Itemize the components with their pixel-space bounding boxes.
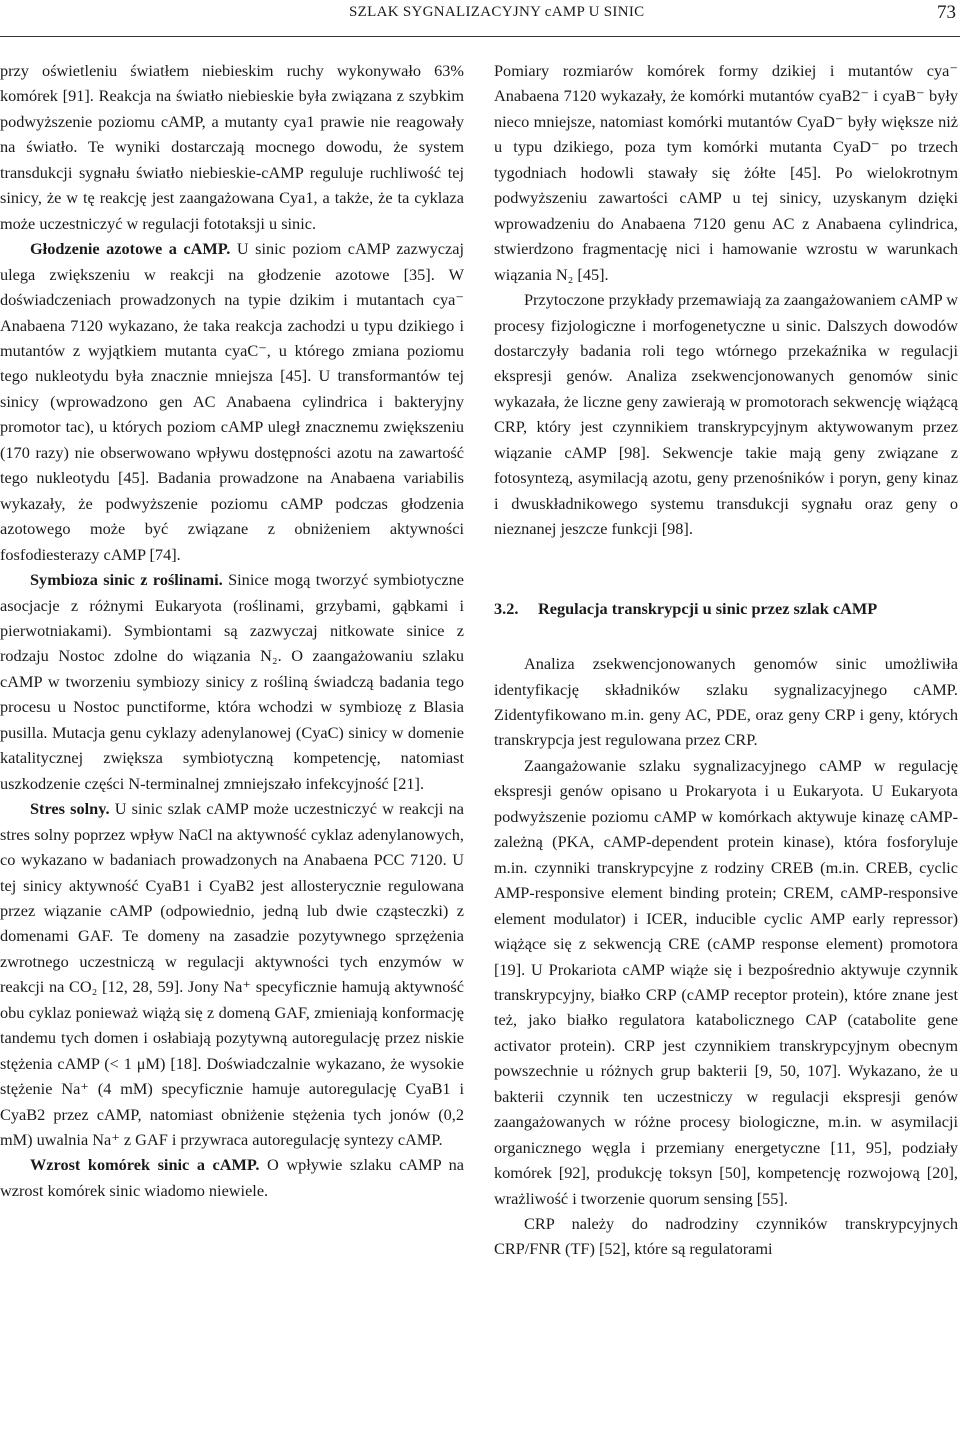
page-number: 73	[937, 2, 956, 23]
paragraph-gene-expression: Przytoczone przykłady przemawiają za zaangażowaniem cAMP w procesy fizjologiczne i morfogenetyczne u sinic. Dalszych dowodów dostarczyły badania roli tego wtórnego przekaźnika w regulacji ekspresji genów. Analiza zsekwencjonowanych genomów sinic wykazała, że liczne geny zawierają w promotorach sekwencję wiążącą CRP, który jest czynnikiem transkrypcyjnym aktywowanym przez wiązanie cAMP [98]. Sekwencje takie mają geny związane z fotosyntezą, asymilacją azotu, geny przenośników i poryn, geny kinaz i dwuskładnikowego systemu transdukcji sygnału oraz geny o nieznanej jeszcze funkcji [98].	[494, 290, 958, 539]
section-title: Regulacja transkrypcji u sinic przez szlak cAMP	[538, 598, 878, 618]
paragraph-heading: Stres solny.	[30, 799, 110, 819]
section-number: 3.2.	[494, 598, 519, 618]
paragraph-symbiosis	[0, 567, 464, 796]
paragraph-salt-stress	[0, 796, 464, 1152]
paragraph-heading: Głodzenie azotowe a cAMP.	[30, 239, 231, 259]
paragraph-phototaxis: przy oświetleniu światłem niebieskim ruchy wykonywało 63% komórek [91]. Reakcja na światło niebieskie była związana z szybkim podwyższenie poziomu cAMP, a mutanty cya1 prawie nie reagowały na światło. Te wyniki dostarczają mocnego dowodu, że system transdukcji sygnału światło niebieskie-cAMP reguluje ruchliwość tej sinicy, że w tę reakcję jest zaangażowana Cya1, a także, że ta cyklaza może uczestniczyć w regulacji fototaksji u sinic.	[0, 61, 464, 233]
section-heading	[494, 596, 958, 621]
paragraph-cell-growth	[0, 1152, 464, 1203]
paragraph-nitrogen-starvation	[0, 236, 464, 567]
right-column	[494, 58, 958, 1262]
paragraph-cell-size: Pomiary rozmiarów komórek formy dzikiej i mutantów cya⁻ Anabaena 7120 wykazały, że komórki mutantów cyaB2⁻ i cyaB⁻ były nieco mniejsze, natomiast komórki mutantów CyaD⁻ były większe niż u typu dzikiego, poza tym komórki mutanta CyaD⁻ po trzech tygodniach hodowli stawały się żółte [45]. Po wielokrotnym podwyższeniu zawartości cAMP u tej sinicy, uzyskanym dzięki wprowadzeniu do Anabaena 7120 genu AC z Anabaena cylindrica, stwierdzono fragmentację nici i hamowanie wzrostu w warunkach wiązania N₂ [45].	[494, 61, 958, 284]
paragraph-heading: Symbioza sinic z roślinami.	[30, 570, 223, 590]
paragraph-heading: Wzrost komórek sinic a cAMP.	[30, 1155, 260, 1175]
paragraph-eukaryota-prokaryota: Zaangażowanie szlaku sygnalizacyjnego cAMP w regulację ekspresji genów opisano u Prokaryota i u Eukaryota. U Eukaryota podwyższenie poziomu cAMP w komórkach aktywuje kinazę cAMP-zależną (PKA, cAMP-dependent protein kinase), która fosforyluje m.in. czynniki transkrypcyjne z rodziny CREB (m.in. CREB, cyclic AMP-responsive element binding protein; CREM, cAMP-responsive element modulator) i ICER, inducible cyclic AMP early repressor) wiążące się z sekwencją CRE (cAMP response element) promotora [19]. U Prokariota cAMP wiąże się i bezpośrednio aktywuje czynnik transkrypcyjny, białko CRP (cAMP receptor protein), które znane jest też, jako białko regulatora katabolicznego CAP (catabolite gene activator protein). CRP jest czynnikiem transkrypcyjnym obecnym powszechnie u różnych grup bakterii [9, 50, 107]. Wykazano, że u bakterii czynnik ten uczestniczy w regulacji ekspresji genów zaangażowanych w różne procesy biologiczne, m.in. w asymilacji organicznego węgla i przemiany energetyczne [11, 95], podziały komórek [92], produkcję toksyn [50], kompetencję rozwojową [20], wrażliwość i tworzenie quorum sensing [55].	[494, 755, 958, 1208]
paragraph-text: U sinic poziom cAMP zazwyczaj ulega zwiększeniu w reakcji na głodzenie azotowe [35]. W doświadczeniach prowadzonych na typie dzikim i mutantach cya⁻ Anabaena 7120 wykazano, że taka reakcja zachodzi u typu dzikiego i mutantów z wyjątkiem mutanta cyaC⁻, u którego zmiana poziomu tego nukleotydu była znacznie mniejsza [45]. U transformantów tej sinicy (wprowadzono gen AC Anabaena cylindrica i bakteryjny promotor tac), u których poziom cAMP uległ znacznemu zwiększeniu (170 razy) nie obserwowano wpływu dostępności azotu na zawartość tego nukleotydu [45]. Badania prowadzone na Anabaena variabilis wykazały, że podwyższenie poziomu cAMP podczas głodzenia azotowego może być związane z obniżeniem aktywności fosfodiesterazy cAMP [74].	[0, 239, 464, 564]
paragraph-text: Sinice mogą tworzyć symbiotyczne asocjacje z różnymi Eukaryota (roślinami, grzybami, gąbkami i pierwotniakami). Symbiontami są zazwyczaj nitkowate sinice z rodzaju Nostoc zdolne do wiązania N₂. O zaangażowaniu szlaku cAMP w tworzeniu symbiozy sinicy z rośliną świadczą badania tego procesu u Nostoc punctiforme, która wchodzi w symbiozę z Blasia pusilla. Mutacja genu cyklazy adenylanowej (CyaC) sinicy w domenie katalitycznej zwiększa symbiotyczną kompetencję, natomiast uszkodzenie części N-terminalnej zmniejszało infekcyjność [21].	[0, 570, 464, 793]
paragraph-text: O wpływie szlaku cAMP na wzrost komórek sinic wiadomo niewiele.	[0, 1155, 464, 1200]
left-column	[0, 58, 464, 1203]
paragraph-genome-analysis: Analiza zsekwencjonowanych genomów sinic umożliwiła identyfikację składników szlaku sygnalizacyjnego cAMP. Zidentyfikowano m.in. geny AC, PDE, oraz geny CRP i geny, których transkrypcja jest regulowana przez CRP.	[494, 654, 958, 750]
paragraph-text: U sinic szlak cAMP może uczestniczyć w reakcji na stres solny poprzez wpływ NaCl na aktywność cyklaz adenylanowych, co wykazano w badaniach prowadzonych na Anabaena PCC 7120. U tej sinicy aktywność CyaB1 i CyaB2 jest allosterycznie regulowana przez wiązanie cAMP (odpowiednio, jedną lub dwie cząsteczki) z domenami GAF. Te domeny na zasadzie pozytywnego sprzężenia zwrotnego uczestniczą w regulacji aktywności tych enzymów w reakcji na CO₂ [12, 28, 59]. Jony Na⁺ specyficznie hamują aktywność obu cyklaz ponieważ wiążą się z domeną GAF, zmieniają konformację tandemu tych domen i osłabiają pozytywną autoregulację przez niskie stężenia cAMP (< 1 μM) [18]. Doświadczalnie wykazano, że wysokie stężenie Na⁺ (4 mM) specyficznie hamuje autoregulację CyaB1 i CyaB2 przez cAMP, natomiast obniżenie stężenia tych jonów (0,2 mM) uwalnia Na⁺ z GAF i przywraca autoregulację syntezy cAMP.	[0, 799, 464, 1150]
running-title: SZLAK SYGNALIZACYJNY cAMP U SINIC	[349, 4, 645, 20]
paragraph-crp-family: CRP należy do nadrodziny czynników transkrypcyjnych CRP/FNR (TF) [52], które są regulatorami	[494, 1214, 958, 1259]
running-header	[0, 0, 960, 37]
